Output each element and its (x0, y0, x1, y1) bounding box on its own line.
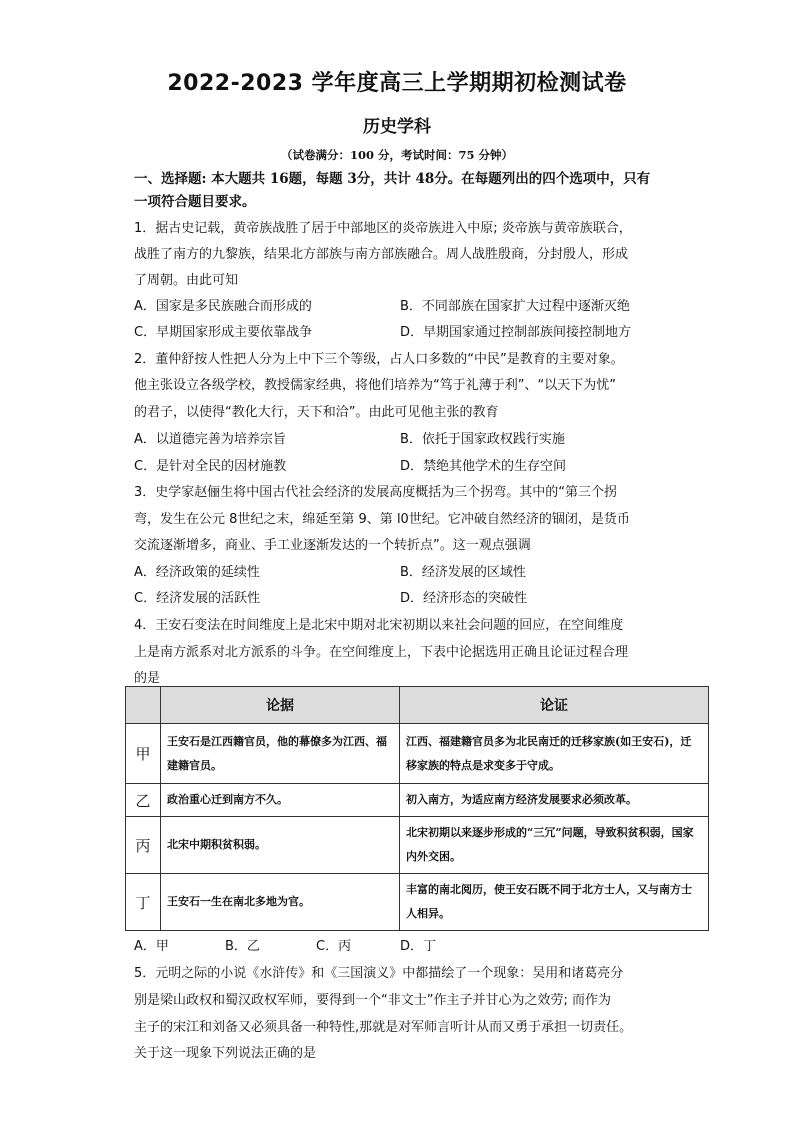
row-evidence: 王安石是江西籍官员，他的幕僚多为江西、福建籍官员。 (161, 724, 400, 784)
q3-option-d: D．经济形态的突破性 (400, 591, 528, 606)
row-label: 甲 (126, 724, 161, 784)
q3-stem-line: 交流逐渐增多，商业、手工业逐渐发达的一个转折点”。这一观点强调 (134, 538, 531, 553)
q5-stem-line: 别是梁山政权和蜀汉政权军师，要得到一个“非文士”作主子并甘心为之效劳; 而作为 (134, 993, 611, 1008)
q4-stem-line: 的是 (134, 671, 161, 686)
subject-title: 历史学科 (363, 117, 431, 137)
row-evidence: 北宋中期积贫积弱。 (161, 817, 400, 874)
table-row (126, 874, 709, 931)
q1-option-d: D．早期国家通过控制部族间接控制地方 (400, 325, 632, 340)
q2-stem-line: 他主张设立各级学校，教授儒家经典，将他们培养为“笃于礼薄于利”、“以天下为忧” (134, 378, 616, 393)
q4-evidence-table (125, 686, 709, 931)
row-argument: 初入南方，为适应南方经济发展要求必须改革。 (400, 784, 709, 817)
row-label: 乙 (126, 784, 161, 817)
exam-title: 2022-2023 学年度高三上学期期初检测试卷 (167, 71, 627, 96)
row-label: 丁 (126, 874, 161, 931)
table-header-evidence: 论据 (161, 687, 400, 724)
q4-option-a: A．甲 (134, 939, 169, 954)
exam-note: （试卷满分：100 分，考试时间：75 分钟） (280, 148, 513, 162)
table-row (126, 784, 709, 817)
q3-stem-line: 弯，发生在公元 8世纪之末，绵延至第 9、第 l0世纪。它冲破自然经济的锢闭，是货币 (134, 512, 630, 527)
q5-stem-line: 主子的宋江和刘备又必须具备一种特性,那就是对军师言听计从而又勇于承担一切责任。 (134, 1020, 633, 1035)
q4-option-c: C．丙 (316, 939, 352, 954)
q2-option-b: B．依托于国家政权践行实施 (400, 432, 565, 447)
section-heading-line1: 一、选择题: 本大题共 16题，每题 3分，共计 48分。在每题列出的四个选项中，只有 (134, 171, 651, 187)
row-argument: 北宋初期以来逐步形成的“三冗”问题，导致积贫积弱，国家内外交困。 (400, 817, 709, 874)
q1-option-a: A．国家是多民族融合而形成的 (134, 299, 312, 314)
row-evidence: 政治重心迁到南方不久。 (161, 784, 400, 817)
q1-option-b: B．不同部族在国家扩大过程中逐渐灭绝 (400, 299, 630, 314)
q4-stem-line: 4．王安石变法在时间维度上是北宋中期对北宋初期以来社会问题的回应，在空间维度 (134, 618, 624, 633)
q5-stem-line: 关于这一现象下列说法正确的是 (134, 1046, 317, 1061)
q2-stem-line: 2．董仲舒按人性把人分为上中下三个等级，占人口多数的“中民”是教育的主要对象。 (134, 352, 624, 367)
q1-stem-line: 1．据古史记载，黄帝族战胜了居于中部地区的炎帝族进入中原; 炎帝族与黄帝族联合， (134, 221, 632, 236)
q1-stem-line: 了周朝。由此可知 (134, 273, 239, 288)
q1-option-c: C．早期国家形成主要依靠战争 (134, 325, 313, 340)
row-evidence: 王安石一生在南北多地为官。 (161, 874, 400, 931)
q3-option-b: B．经济发展的区域性 (400, 565, 526, 580)
q1-stem-line: 战胜了南方的九黎族，结果北方部族与南方部族融合。周人战胜殷商，分封殷人，形成 (134, 247, 629, 262)
q3-option-c: C．经济发展的活跃性 (134, 591, 261, 606)
table-row (126, 724, 709, 784)
q4-stem-line: 上是南方派系对北方派系的斗争。在空间维度上，下表中论据选用正确且论证过程合理 (134, 645, 629, 660)
q2-option-a: A．以道德完善为培养宗旨 (134, 432, 286, 447)
table-row (126, 817, 709, 874)
q2-option-d: D．禁绝其他学术的生存空间 (400, 459, 567, 474)
q5-stem-line: 5．元明之际的小说《水浒传》和《三国演义》中都描绘了一个现象：吴用和诸葛亮分 (134, 966, 624, 981)
table-header-row (126, 687, 709, 724)
q3-stem-line: 3．史学家赵俪生将中国古代社会经济的发展高度概括为三个拐弯。其中的“第三个拐 (134, 485, 618, 500)
row-argument: 丰富的南北阅历，使王安石既不同于北方士人，又与南方士人相异。 (400, 874, 709, 931)
q4-option-b: B．乙 (225, 939, 260, 954)
table-header-blank (126, 687, 161, 724)
q2-stem-line: 的君子，以使得“教化大行，天下和洽”。由此可见他主张的教育 (134, 405, 499, 420)
q3-option-a: A．经济政策的延续性 (134, 565, 260, 580)
table-header-argument: 论证 (400, 687, 709, 724)
q4-option-d: D．丁 (400, 939, 437, 954)
row-argument: 江西、福建籍官员多为北民南迁的迁移家族(如王安石)，迁移家族的特点是求变多于守成。 (400, 724, 709, 784)
section-heading-line2: 一项符合题目要求。 (134, 194, 256, 210)
row-label: 丙 (126, 817, 161, 874)
q2-option-c: C．是针对全民的因材施教 (134, 459, 287, 474)
